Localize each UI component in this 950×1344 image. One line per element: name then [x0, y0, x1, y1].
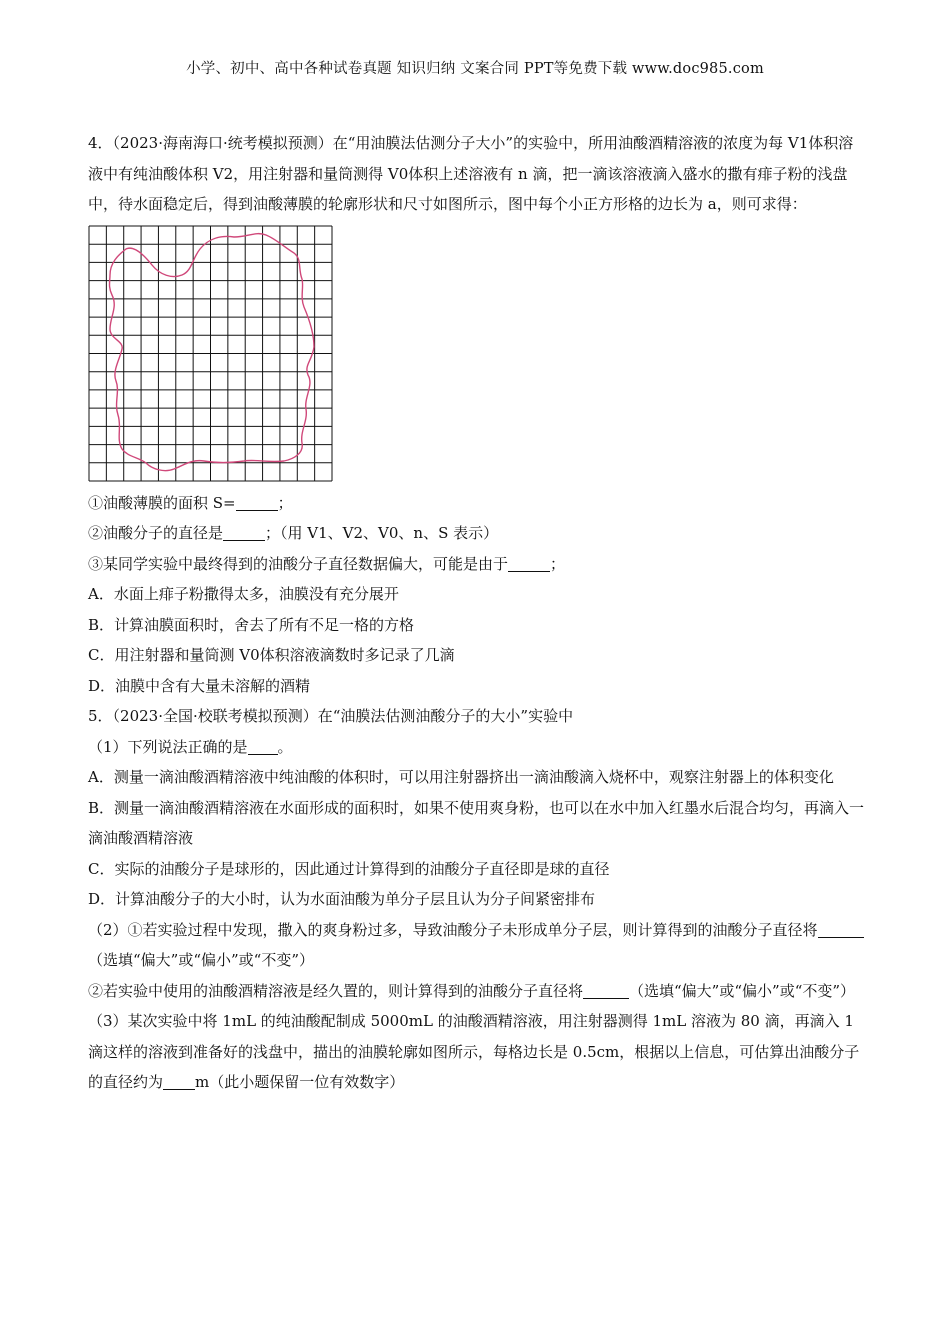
question-4-intro: 4．（2023·海南海口·统考模拟预测）在“用油膜法估测分子大小”的实验中，所用油酸酒精溶液的浓度为每 V1体积溶液中有纯油酸体积 V2，用注射器和量筒测得 V0体积上述溶液有 n 滴，把一滴该溶液滴入盛水的撒有痱子粉的浅盘中，待水面稳定后，得到油酸薄膜的轮廓形状和尺寸如图所示，图中每个小正方形格的边长为 a，则可求得：	[88, 134, 854, 213]
q5-answer-blank-4[interactable]	[163, 1072, 195, 1090]
q5-sub2a-end: （选填“偏大”或“偏小”或“不变”）	[88, 951, 315, 969]
oil-film-grid	[88, 225, 333, 482]
q4-answer-blank-1[interactable]	[236, 493, 278, 511]
q5-sub3-end: m（此小题保留一位有效数字）	[195, 1073, 405, 1091]
q5-option-d: D．计算油酸分子的大小时，认为水面油酸为单分子层且认为分子间紧密排布	[88, 890, 596, 908]
q5-option-a: A．测量一滴油酸酒精溶液中纯油酸的体积时，可以用注射器挤出一滴油酸滴入烧杯中，观察注射器上的体积变化	[88, 768, 834, 786]
q5-sub2a	[88, 915, 868, 976]
q5-sub2b-text: ②若实验中使用的油酸酒精溶液是经久置的，则计算得到的油酸分子直径将	[88, 981, 584, 1000]
q5-sub1-end: 。	[277, 737, 293, 756]
q4-part3-end: ；	[550, 554, 566, 573]
q4-part3-text: ③某同学实验中最终得到的油酸分子直径数据偏大，可能是由于	[88, 554, 509, 573]
q5-option-b: B．测量一滴油酸酒精溶液在水面形成的面积时，如果不使用爽身粉，也可以在水中加入红墨水后混合均匀，再滴入一滴油酸酒精溶液	[88, 798, 865, 847]
q5-answer-blank-2[interactable]	[818, 920, 864, 938]
q4-part2-text: ②油酸分子的直径是	[88, 524, 224, 542]
q4-answer-blank-3[interactable]	[508, 554, 550, 572]
q4-part3	[88, 549, 868, 580]
q5-sub1	[88, 732, 868, 763]
q5-option-c: C．实际的油酸分子是球形的，因此通过计算得到的油酸分子直径即是球的直径	[88, 859, 610, 878]
document-body	[88, 128, 868, 1098]
q5-answer-blank-3[interactable]	[583, 981, 629, 999]
q5-sub2b	[88, 976, 868, 1007]
q4-option-b: B．计算油膜面积时，舍去了所有不足一格的方格	[88, 615, 415, 634]
q5-sub3	[88, 1006, 868, 1098]
q4-option-c: C．用注射器和量筒测 V0体积溶液滴数时多记录了几滴	[88, 646, 455, 664]
q4-part1	[88, 488, 868, 519]
q5-answer-blank-1[interactable]	[248, 737, 278, 755]
q4-option-a: A．水面上痱子粉撒得太多，油膜没有充分展开	[88, 585, 399, 603]
oil-film-outline	[110, 233, 315, 470]
q5-sub2b-end: （选填“偏大”或“偏小”或“不变”）	[629, 981, 856, 1000]
page-header: 小学、初中、高中各种试卷真题 知识归纳 文案合同 PPT等免费下载 www.doc985.com	[186, 61, 764, 77]
oil-film-figure	[88, 225, 333, 482]
q4-part2-end: ；（用 V1、V2、V0、n、S 表示）	[265, 524, 499, 542]
q4-part1-text: ①油酸薄膜的面积 S=	[88, 493, 236, 512]
q4-part1-end: ；	[277, 493, 293, 512]
q5-sub2a-text: （2）①若实验过程中发现，撒入的爽身粉过多，导致油酸分子未形成单分子层，则计算得到的油酸分子直径将	[88, 920, 818, 939]
q4-part2	[88, 518, 868, 549]
q5-sub3-text: （3）某次实验中将 1mL 的纯油酸配制成 5000mL 的油酸酒精溶液，用注射器测得 1mL 溶液为 80 滴，再滴入 1 滴这样的溶液到准备好的浅盘中，描出的油膜轮廓如图所示，每格边长是 0.5cm，根据以上信息，可估算出油酸分子的直径约为	[88, 1012, 860, 1091]
q5-sub1-text: （1）下列说法正确的是	[88, 737, 248, 756]
q4-answer-blank-2[interactable]	[223, 523, 265, 541]
question-5-intro: 5．（2023·全国·校联考模拟预测）在“油膜法估测油酸分子的大小”实验中	[88, 707, 574, 725]
q4-option-d: D．油膜中含有大量未溶解的酒精	[88, 676, 311, 695]
